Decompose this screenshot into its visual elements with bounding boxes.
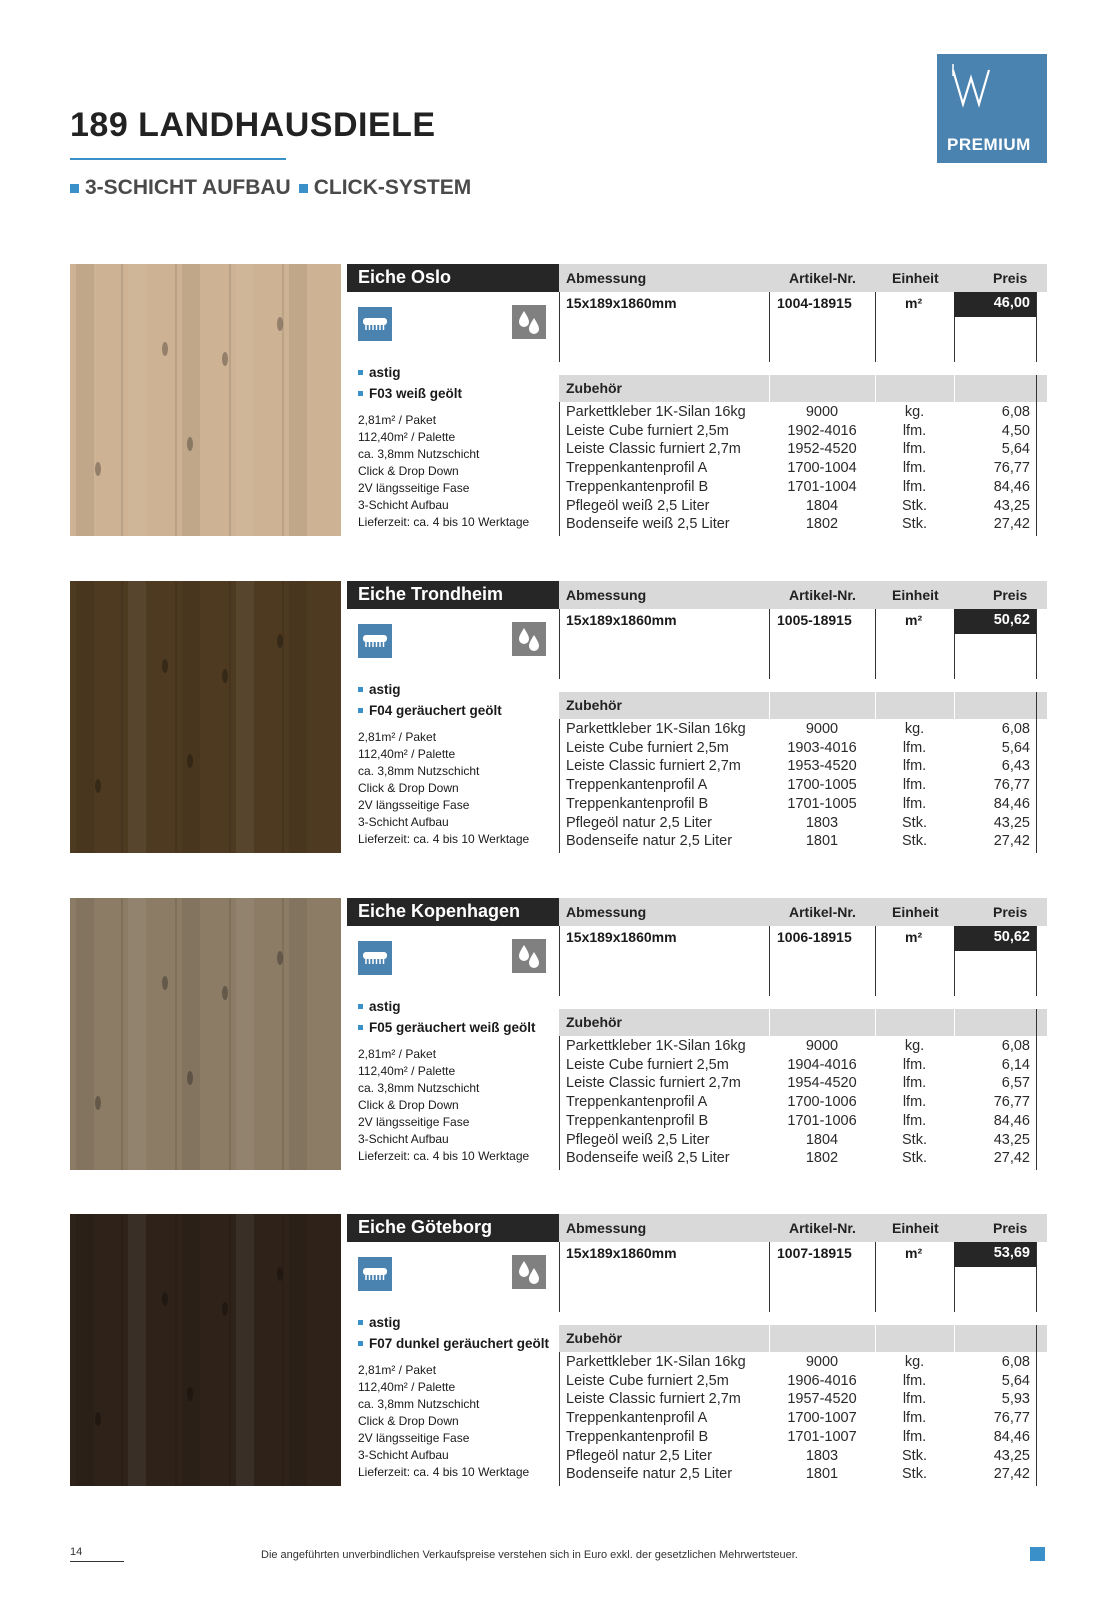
accessory-row bbox=[559, 1466, 1047, 1485]
product-details bbox=[358, 412, 559, 531]
detail-line: 2,81m² / Paket bbox=[358, 730, 437, 744]
accessory-artikel: 1952-4520 bbox=[787, 441, 857, 458]
accessory-preis: 84,46 bbox=[993, 1428, 1030, 1445]
price-value: 46,00 bbox=[954, 292, 1036, 317]
accessories-header bbox=[559, 1325, 1047, 1352]
accessory-einheit: Stk. bbox=[902, 814, 927, 831]
subtitle-part: CLICK-SYSTEM bbox=[313, 176, 472, 199]
product-info bbox=[347, 581, 559, 853]
accessory-einheit: Stk. bbox=[902, 833, 927, 850]
accessory-einheit: kg. bbox=[904, 721, 925, 737]
accessory-artikel: 1700-1004 bbox=[787, 460, 857, 477]
header-zubehoer: Zubehör bbox=[566, 1330, 622, 1346]
title-underline bbox=[70, 158, 286, 160]
accessory-artikel: 1701-1004 bbox=[787, 478, 857, 495]
spec-finish: F05 geräuchert weiß geölt bbox=[358, 1017, 559, 1038]
product-specs bbox=[347, 1312, 559, 1481]
price-disclaimer: Die angeführten unverbindlichen Verkaufspreise verstehen sich in Euro exkl. der gesetzlichen Mehrwertsteuer. bbox=[261, 1549, 798, 1561]
accessory-artikel: 1953-4520 bbox=[787, 758, 857, 775]
product-name: Eiche Oslo bbox=[347, 264, 559, 292]
abmessung-value: 15x189x1860mm bbox=[566, 1245, 677, 1261]
accessory-preis: 76,77 bbox=[993, 1094, 1030, 1111]
detail-line: 2,81m² / Paket bbox=[358, 413, 437, 427]
accessory-artikel: 1954-4520 bbox=[787, 1075, 857, 1092]
header-preis: Preis bbox=[993, 904, 1028, 920]
detail-line: Lieferzeit: ca. 4 bis 10 Werktage bbox=[358, 515, 530, 529]
accessory-row bbox=[559, 1410, 1047, 1429]
price-table bbox=[559, 898, 1047, 1170]
price-value: 50,62 bbox=[954, 609, 1036, 634]
accessory-artikel: 1700-1005 bbox=[787, 777, 857, 794]
accessory-row bbox=[559, 796, 1047, 815]
accessory-preis: 43,25 bbox=[993, 497, 1030, 514]
accessory-name: Leiste Cube furniert 2,5m bbox=[566, 422, 729, 439]
product-details bbox=[358, 729, 559, 848]
accessory-einheit: Stk. bbox=[902, 1466, 927, 1483]
header-einheit: Einheit bbox=[892, 587, 939, 603]
header-abmessung: Abmessung bbox=[566, 1220, 647, 1236]
accessory-artikel: 1957-4520 bbox=[787, 1391, 857, 1408]
header-abmessung: Abmessung bbox=[566, 587, 647, 603]
accessory-preis: 6,14 bbox=[1001, 1056, 1030, 1073]
accessory-row bbox=[559, 1150, 1047, 1169]
subtitle bbox=[70, 176, 479, 200]
product-details bbox=[358, 1362, 559, 1481]
accessory-name: Leiste Classic furniert 2,7m bbox=[566, 1391, 741, 1408]
accessory-row bbox=[559, 1113, 1047, 1132]
accessory-name: Pflegeöl natur 2,5 Liter bbox=[566, 814, 712, 831]
accessory-row bbox=[559, 758, 1047, 777]
accessory-artikel: 1802 bbox=[805, 1150, 839, 1167]
accessory-einheit: lfm. bbox=[902, 1372, 927, 1389]
price-table bbox=[559, 581, 1047, 853]
water-drops-icon bbox=[512, 1255, 546, 1289]
accessory-name: Pflegeöl weiß 2,5 Liter bbox=[566, 1131, 710, 1148]
product-info bbox=[347, 264, 559, 536]
accessory-preis: 27,42 bbox=[993, 516, 1030, 533]
price-table bbox=[559, 1214, 1047, 1486]
detail-line: ca. 3,8mm Nutzschicht bbox=[358, 764, 480, 778]
product-details bbox=[358, 1046, 559, 1165]
logo-label: PREMIUM bbox=[947, 135, 1031, 154]
abmessung-value: 15x189x1860mm bbox=[566, 929, 677, 945]
accessory-name: Treppenkantenprofil A bbox=[566, 777, 708, 794]
price-table bbox=[559, 264, 1047, 536]
accessory-row bbox=[559, 777, 1047, 796]
detail-line: 2V längsseitige Fase bbox=[358, 1115, 470, 1129]
spec-finish: F07 dunkel geräuchert geölt bbox=[358, 1333, 559, 1354]
accessory-name: Leiste Classic furniert 2,7m bbox=[566, 1075, 741, 1092]
header-artikel: Artikel-Nr. bbox=[789, 1220, 856, 1236]
detail-line: ca. 3,8mm Nutzschicht bbox=[358, 1397, 480, 1411]
wood-swatch-image bbox=[70, 264, 341, 536]
accessory-preis: 84,46 bbox=[993, 795, 1030, 812]
accessory-einheit: lfm. bbox=[902, 1056, 927, 1073]
footer-square-icon bbox=[1030, 1547, 1045, 1561]
accessory-preis: 84,46 bbox=[993, 1112, 1030, 1129]
abmessung-value: 15x189x1860mm bbox=[566, 612, 677, 628]
accessory-preis: 6,08 bbox=[1001, 404, 1030, 420]
bullet-square-icon bbox=[299, 184, 308, 193]
accessory-einheit: lfm. bbox=[902, 1428, 927, 1445]
detail-line: Lieferzeit: ca. 4 bis 10 Werktage bbox=[358, 1465, 530, 1479]
accessory-artikel: 1801 bbox=[805, 1466, 839, 1483]
wood-swatch-image bbox=[70, 1214, 341, 1486]
detail-line: 112,40m² / Palette bbox=[358, 1380, 456, 1394]
accessories-header bbox=[559, 1009, 1047, 1036]
accessory-einheit: lfm. bbox=[902, 777, 927, 794]
detail-line: Click & Drop Down bbox=[358, 464, 459, 478]
accessory-row bbox=[559, 833, 1047, 852]
accessory-row bbox=[559, 516, 1047, 535]
water-drops-icon bbox=[512, 622, 546, 656]
product-name: Eiche Göteborg bbox=[347, 1214, 559, 1242]
spec-grade: astig bbox=[358, 679, 559, 700]
accessory-name: Bodenseife natur 2,5 Liter bbox=[566, 1466, 733, 1483]
footer-rule bbox=[70, 1561, 124, 1562]
feature-icons bbox=[347, 292, 559, 362]
water-drops-icon bbox=[512, 939, 546, 973]
accessory-artikel: 1700-1007 bbox=[787, 1410, 857, 1427]
detail-line: 3-Schicht Aufbau bbox=[358, 1448, 449, 1462]
accessory-name: Pflegeöl weiß 2,5 Liter bbox=[566, 497, 710, 514]
accessory-einheit: lfm. bbox=[902, 758, 927, 775]
accessory-preis: 84,46 bbox=[993, 478, 1030, 495]
accessory-preis: 5,64 bbox=[1001, 1372, 1030, 1389]
accessory-preis: 27,42 bbox=[993, 1466, 1030, 1483]
accessory-name: Treppenkantenprofil A bbox=[566, 1094, 708, 1111]
einheit-value: m² bbox=[905, 295, 923, 311]
accessory-preis: 43,25 bbox=[993, 814, 1030, 831]
accessory-name: Bodenseife natur 2,5 Liter bbox=[566, 833, 733, 850]
accessory-name: Leiste Classic furniert 2,7m bbox=[566, 758, 741, 775]
table-header bbox=[559, 1214, 1047, 1242]
artikel-value: 1004-18915 bbox=[777, 295, 852, 311]
accessory-artikel: 1903-4016 bbox=[787, 739, 857, 756]
header-abmessung: Abmessung bbox=[566, 270, 647, 286]
accessory-einheit: lfm. bbox=[902, 1112, 927, 1129]
header-einheit: Einheit bbox=[892, 904, 939, 920]
accessory-row bbox=[559, 479, 1047, 498]
accessory-preis: 6,08 bbox=[1001, 721, 1030, 737]
accessory-row bbox=[559, 1373, 1047, 1392]
accessory-artikel: 1701-1007 bbox=[787, 1428, 857, 1445]
accessory-einheit: Stk. bbox=[902, 1447, 927, 1464]
accessory-preis: 76,77 bbox=[993, 777, 1030, 794]
bullet-square-icon bbox=[358, 687, 363, 692]
glue-trowel-icon bbox=[358, 1257, 392, 1291]
accessory-einheit: lfm. bbox=[902, 1391, 927, 1408]
accessory-einheit: lfm. bbox=[902, 422, 927, 439]
accessory-einheit: lfm. bbox=[902, 1094, 927, 1111]
bullet-square-icon bbox=[70, 184, 79, 193]
accessory-artikel: 1902-4016 bbox=[787, 422, 857, 439]
accessory-name: Leiste Cube furniert 2,5m bbox=[566, 1056, 729, 1073]
detail-line: Click & Drop Down bbox=[358, 1098, 459, 1112]
detail-line: 2,81m² / Paket bbox=[358, 1047, 437, 1061]
bullet-square-icon bbox=[358, 1341, 363, 1346]
w-logo-icon bbox=[949, 62, 993, 112]
accessory-einheit: kg. bbox=[904, 1038, 925, 1054]
bullet-square-icon bbox=[358, 708, 363, 713]
accessory-row bbox=[559, 423, 1047, 442]
bullet-square-icon bbox=[358, 1320, 363, 1325]
accessory-row bbox=[559, 1075, 1047, 1094]
spec-grade: astig bbox=[358, 996, 559, 1017]
bullet-square-icon bbox=[358, 391, 363, 396]
accessory-artikel: 1803 bbox=[805, 1447, 839, 1464]
accessory-artikel: 1803 bbox=[805, 814, 839, 831]
accessories-header bbox=[559, 375, 1047, 402]
accessory-name: Treppenkantenprofil A bbox=[566, 460, 708, 477]
accessory-name: Pflegeöl natur 2,5 Liter bbox=[566, 1447, 712, 1464]
accessory-einheit: Stk. bbox=[902, 497, 927, 514]
accessories-header bbox=[559, 692, 1047, 719]
detail-line: 112,40m² / Palette bbox=[358, 430, 456, 444]
price-value: 53,69 bbox=[954, 1242, 1036, 1267]
feature-icons bbox=[347, 926, 559, 996]
accessory-preis: 4,50 bbox=[1001, 422, 1030, 439]
artikel-value: 1005-18915 bbox=[777, 612, 852, 628]
accessory-name: Treppenkantenprofil A bbox=[566, 1410, 708, 1427]
detail-line: ca. 3,8mm Nutzschicht bbox=[358, 1081, 480, 1095]
accessory-artikel: 1700-1006 bbox=[787, 1094, 857, 1111]
header-einheit: Einheit bbox=[892, 1220, 939, 1236]
accessory-einheit: lfm. bbox=[902, 1410, 927, 1427]
artikel-value: 1007-18915 bbox=[777, 1245, 852, 1261]
table-header bbox=[559, 898, 1047, 926]
accessory-artikel: 1804 bbox=[805, 1131, 839, 1148]
accessory-einheit: lfm. bbox=[902, 739, 927, 756]
detail-line: Click & Drop Down bbox=[358, 1414, 459, 1428]
accessory-name: Leiste Cube furniert 2,5m bbox=[566, 739, 729, 756]
accessory-einheit: lfm. bbox=[902, 460, 927, 477]
accessory-row bbox=[559, 1448, 1047, 1467]
accessory-preis: 6,08 bbox=[1001, 1354, 1030, 1370]
accessory-preis: 5,64 bbox=[1001, 441, 1030, 458]
table-header bbox=[559, 264, 1047, 292]
detail-line: 3-Schicht Aufbau bbox=[358, 1132, 449, 1146]
header-preis: Preis bbox=[993, 1220, 1028, 1236]
detail-line: 2V längsseitige Fase bbox=[358, 798, 470, 812]
product-block bbox=[70, 581, 1047, 853]
product-specs bbox=[347, 679, 559, 848]
feature-icons bbox=[347, 1242, 559, 1312]
product-info bbox=[347, 898, 559, 1170]
detail-line: 112,40m² / Palette bbox=[358, 1064, 456, 1078]
accessory-einheit: kg. bbox=[904, 1354, 925, 1370]
header-preis: Preis bbox=[993, 270, 1028, 286]
header-zubehoer: Zubehör bbox=[566, 380, 622, 396]
feature-icons bbox=[347, 609, 559, 679]
accessory-row bbox=[559, 460, 1047, 479]
accessory-name: Bodenseife weiß 2,5 Liter bbox=[566, 1150, 730, 1167]
header-abmessung: Abmessung bbox=[566, 904, 647, 920]
accessory-name: Treppenkantenprofil B bbox=[566, 478, 709, 495]
header-zubehoer: Zubehör bbox=[566, 1014, 622, 1030]
accessory-row bbox=[559, 1391, 1047, 1410]
table-header bbox=[559, 581, 1047, 609]
accessory-preis: 5,64 bbox=[1001, 739, 1030, 756]
accessory-einheit: lfm. bbox=[902, 478, 927, 495]
detail-line: Lieferzeit: ca. 4 bis 10 Werktage bbox=[358, 1149, 530, 1163]
accessory-name: Parkettkleber 1K-Silan 16kg bbox=[566, 404, 746, 420]
accessory-row bbox=[559, 404, 1047, 423]
accessory-row bbox=[559, 815, 1047, 834]
product-specs bbox=[347, 362, 559, 531]
einheit-value: m² bbox=[905, 1245, 923, 1261]
product-block bbox=[70, 1214, 1047, 1486]
accessory-name: Parkettkleber 1K-Silan 16kg bbox=[566, 1038, 746, 1054]
accessory-preis: 43,25 bbox=[993, 1447, 1030, 1464]
detail-line: 2,81m² / Paket bbox=[358, 1363, 437, 1377]
accessory-preis: 27,42 bbox=[993, 833, 1030, 850]
spec-grade: astig bbox=[358, 362, 559, 383]
glue-trowel-icon bbox=[358, 624, 392, 658]
accessory-artikel: 1904-4016 bbox=[787, 1056, 857, 1073]
brand-logo bbox=[937, 54, 1047, 163]
accessory-einheit: Stk. bbox=[902, 1150, 927, 1167]
accessory-row bbox=[559, 498, 1047, 517]
header-einheit: Einheit bbox=[892, 270, 939, 286]
accessory-row bbox=[559, 1132, 1047, 1151]
page-number: 14 bbox=[70, 1546, 83, 1558]
accessory-name: Leiste Cube furniert 2,5m bbox=[566, 1372, 729, 1389]
accessory-einheit: lfm. bbox=[902, 441, 927, 458]
accessory-preis: 5,93 bbox=[1001, 1391, 1030, 1408]
accessory-einheit: Stk. bbox=[902, 1131, 927, 1148]
accessory-name: Leiste Classic furniert 2,7m bbox=[566, 441, 741, 458]
accessory-artikel: 1802 bbox=[805, 516, 839, 533]
accessory-preis: 43,25 bbox=[993, 1131, 1030, 1148]
water-drops-icon bbox=[512, 305, 546, 339]
spec-grade: astig bbox=[358, 1312, 559, 1333]
detail-line: ca. 3,8mm Nutzschicht bbox=[358, 447, 480, 461]
spec-finish: F04 geräuchert geölt bbox=[358, 700, 559, 721]
accessory-name: Parkettkleber 1K-Silan 16kg bbox=[566, 721, 746, 737]
accessory-artikel: 9000 bbox=[805, 721, 839, 737]
accessory-row bbox=[559, 1038, 1047, 1057]
accessory-row bbox=[559, 1094, 1047, 1113]
accessory-row bbox=[559, 740, 1047, 759]
detail-line: 2V längsseitige Fase bbox=[358, 481, 470, 495]
glue-trowel-icon bbox=[358, 307, 392, 341]
accessory-preis: 6,57 bbox=[1001, 1075, 1030, 1092]
accessory-row bbox=[559, 1429, 1047, 1448]
bullet-square-icon bbox=[358, 1025, 363, 1030]
accessory-preis: 76,77 bbox=[993, 460, 1030, 477]
header-zubehoer: Zubehör bbox=[566, 697, 622, 713]
accessory-preis: 6,08 bbox=[1001, 1038, 1030, 1054]
accessory-artikel: 1701-1006 bbox=[787, 1112, 857, 1129]
accessory-einheit: lfm. bbox=[902, 1075, 927, 1092]
page-title: 189 LANDHAUSDIELE bbox=[70, 106, 436, 144]
product-block bbox=[70, 264, 1047, 536]
accessory-name: Treppenkantenprofil B bbox=[566, 1428, 709, 1445]
accessory-einheit: kg. bbox=[904, 404, 925, 420]
subtitle-part: 3-SCHICHT AUFBAU bbox=[85, 176, 291, 199]
detail-line: Click & Drop Down bbox=[358, 781, 459, 795]
product-specs bbox=[347, 996, 559, 1165]
accessory-artikel: 1804 bbox=[805, 497, 839, 514]
product-name: Eiche Trondheim bbox=[347, 581, 559, 609]
accessory-preis: 27,42 bbox=[993, 1150, 1030, 1167]
product-block bbox=[70, 898, 1047, 1170]
einheit-value: m² bbox=[905, 929, 923, 945]
accessory-row bbox=[559, 441, 1047, 460]
accessory-row bbox=[559, 1354, 1047, 1373]
product-name: Eiche Kopenhagen bbox=[347, 898, 559, 926]
accessory-name: Bodenseife weiß 2,5 Liter bbox=[566, 516, 730, 533]
header-artikel: Artikel-Nr. bbox=[789, 270, 856, 286]
spec-finish: F03 weiß geölt bbox=[358, 383, 559, 404]
header-preis: Preis bbox=[993, 587, 1028, 603]
accessory-artikel: 9000 bbox=[805, 1354, 839, 1370]
accessory-artikel: 1801 bbox=[805, 833, 839, 850]
accessory-artikel: 1906-4016 bbox=[787, 1372, 857, 1389]
bullet-square-icon bbox=[358, 1004, 363, 1009]
accessory-row bbox=[559, 1057, 1047, 1076]
detail-line: 3-Schicht Aufbau bbox=[358, 498, 449, 512]
accessory-einheit: Stk. bbox=[902, 516, 927, 533]
artikel-value: 1006-18915 bbox=[777, 929, 852, 945]
bullet-square-icon bbox=[358, 370, 363, 375]
accessory-name: Parkettkleber 1K-Silan 16kg bbox=[566, 1354, 746, 1370]
wood-swatch-image bbox=[70, 898, 341, 1170]
header-artikel: Artikel-Nr. bbox=[789, 904, 856, 920]
accessory-preis: 6,43 bbox=[1001, 758, 1030, 775]
accessory-artikel: 1701-1005 bbox=[787, 795, 857, 812]
abmessung-value: 15x189x1860mm bbox=[566, 295, 677, 311]
detail-line: 112,40m² / Palette bbox=[358, 747, 456, 761]
detail-line: 2V längsseitige Fase bbox=[358, 1431, 470, 1445]
accessory-row bbox=[559, 721, 1047, 740]
product-info bbox=[347, 1214, 559, 1486]
price-value: 50,62 bbox=[954, 926, 1036, 951]
accessory-preis: 76,77 bbox=[993, 1410, 1030, 1427]
wood-swatch-image bbox=[70, 581, 341, 853]
accessory-name: Treppenkantenprofil B bbox=[566, 1112, 709, 1129]
glue-trowel-icon bbox=[358, 941, 392, 975]
accessory-name: Treppenkantenprofil B bbox=[566, 795, 709, 812]
accessory-artikel: 9000 bbox=[805, 1038, 839, 1054]
einheit-value: m² bbox=[905, 612, 923, 628]
header-artikel: Artikel-Nr. bbox=[789, 587, 856, 603]
detail-line: 3-Schicht Aufbau bbox=[358, 815, 449, 829]
accessory-artikel: 9000 bbox=[805, 404, 839, 420]
detail-line: Lieferzeit: ca. 4 bis 10 Werktage bbox=[358, 832, 530, 846]
accessory-einheit: lfm. bbox=[902, 795, 927, 812]
